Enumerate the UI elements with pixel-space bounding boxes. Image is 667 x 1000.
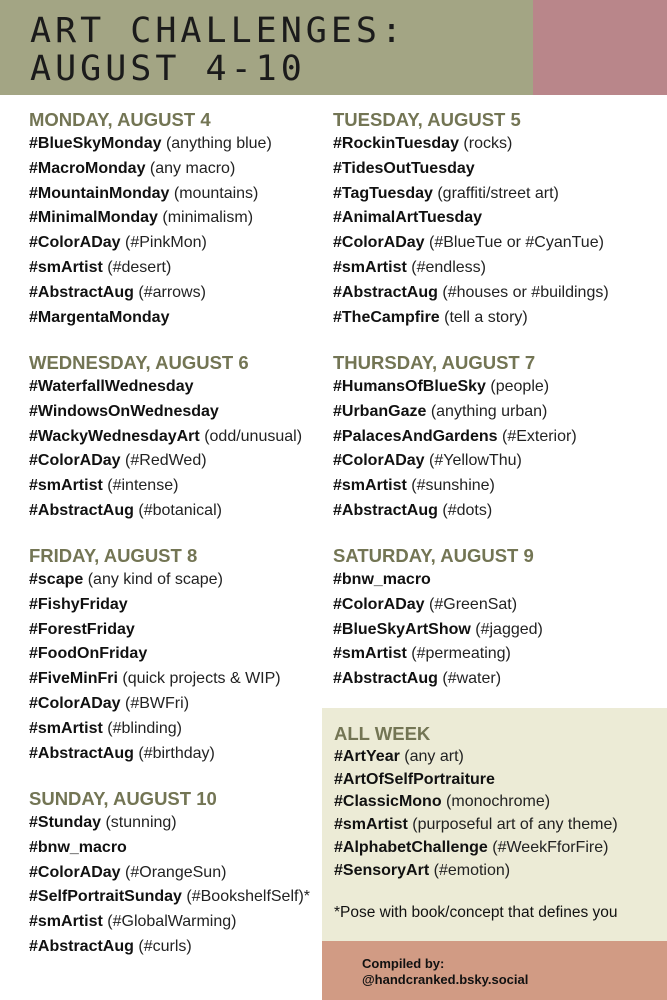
hashtag-description: (#botanical) — [138, 501, 222, 519]
hashtag: #smArtist — [334, 816, 408, 834]
hashtag: #smArtist — [29, 913, 103, 931]
hashtag-description: (#YellowThu) — [429, 452, 522, 470]
hashtag-description: (#RedWed) — [125, 452, 207, 470]
hashtag-item — [334, 837, 618, 860]
hashtag: #ColorADay — [29, 694, 121, 712]
hashtag: #ColorADay — [333, 234, 425, 252]
hashtag: #TagTuesday — [333, 184, 433, 202]
hashtag-description: (#endless) — [411, 258, 486, 276]
hashtag-description: (people) — [490, 378, 550, 395]
day-title: SATURDAY, AUGUST 9 — [333, 545, 534, 566]
hashtag-item — [333, 593, 543, 618]
hashtag-description: (quick projects & WIP) — [122, 670, 281, 688]
hashtag-description: (any art) — [404, 748, 464, 765]
hashtag: #ArtOfSelfPortraiture — [334, 770, 495, 788]
hashtag-list — [29, 375, 302, 524]
day-title: TUESDAY, AUGUST 5 — [333, 109, 521, 130]
hashtag-description: (#BookshelfSelf)* — [186, 888, 311, 906]
hashtag-description: (#GlobalWarming) — [107, 913, 237, 931]
hashtag-item — [29, 568, 281, 593]
hashtag: #AbstractAug — [333, 670, 438, 688]
hashtag-item — [334, 791, 618, 814]
hashtag-item — [29, 935, 310, 960]
hashtag-description: (#curls) — [138, 937, 192, 955]
hashtag-item — [333, 281, 609, 306]
hashtag: #ClassicMono — [334, 793, 442, 811]
hashtag-item — [29, 642, 281, 667]
hashtag-item — [333, 231, 609, 256]
hashtag: #smArtist — [29, 719, 103, 737]
hashtag: #FiveMinFri — [29, 670, 118, 688]
hashtag: #ColorADay — [333, 595, 425, 613]
day-title: FRIDAY, AUGUST 8 — [29, 545, 198, 566]
hashtag: #Stunday — [29, 814, 102, 831]
day-section-friday — [29, 544, 281, 766]
hashtag-item — [29, 885, 310, 910]
hashtag: #smArtist — [333, 645, 407, 663]
hashtag-item — [333, 400, 577, 425]
header-banner — [0, 0, 533, 95]
hashtag-item — [29, 132, 272, 157]
hashtag: #MargentaMonday — [29, 308, 170, 326]
hashtag-item — [333, 425, 577, 450]
hashtag-description: (stunning) — [105, 814, 177, 831]
credits-footer — [322, 941, 667, 1000]
hashtag: #FishyFriday — [29, 595, 128, 613]
hashtag-item — [29, 742, 281, 767]
hashtag-item — [29, 717, 281, 742]
hashtag-description: (odd/unusual) — [204, 427, 303, 445]
hashtag-item — [29, 593, 281, 618]
hashtag-item — [29, 256, 272, 281]
hashtag: #AbstractAug — [333, 501, 438, 519]
hashtag-list — [334, 746, 618, 882]
hashtag-item — [29, 836, 310, 861]
hashtag: #MountainMonday — [29, 184, 170, 202]
hashtag: #bnw_macro — [333, 571, 431, 588]
hashtag: #smArtist — [29, 258, 103, 276]
hashtag-item — [333, 375, 577, 400]
hashtag: #smArtist — [29, 477, 103, 495]
page-subtitle: AUGUST 4-10 — [30, 49, 306, 89]
hashtag-description: (#emotion) — [433, 861, 511, 879]
day-title: MONDAY, AUGUST 4 — [29, 109, 211, 130]
hashtag-description: (#permeating) — [411, 645, 511, 663]
hashtag-item — [29, 281, 272, 306]
page-title: ART CHALLENGES: — [30, 11, 407, 51]
credits-label: Compiled by: — [362, 956, 445, 971]
hashtag: #RockinTuesday — [333, 135, 459, 152]
hashtag-item — [29, 811, 310, 836]
day-section-saturday — [333, 544, 543, 692]
hashtag-description: (mountains) — [173, 184, 259, 202]
hashtag-item — [29, 182, 272, 207]
hashtag: #ColorADay — [29, 863, 121, 881]
hashtag-item — [29, 667, 281, 692]
hashtag-list — [29, 568, 281, 766]
hashtag-description: (#WeekFforFire) — [492, 838, 609, 856]
hashtag-item — [29, 231, 272, 256]
hashtag-item — [333, 306, 609, 331]
hashtag-item — [333, 568, 543, 593]
hashtag-item — [333, 206, 609, 231]
hashtag-description: (rocks) — [463, 135, 513, 152]
hashtag: #UrbanGaze — [333, 402, 427, 420]
hashtag-description: (#birthday) — [138, 744, 215, 762]
hashtag: #BlueSkyArtShow — [333, 620, 471, 638]
hashtag: #ForestFriday — [29, 620, 135, 638]
hashtag-description: (#Exterior) — [501, 427, 577, 445]
hashtag: #smArtist — [333, 477, 407, 495]
hashtag-description: (monochrome) — [446, 793, 551, 811]
hashtag-item — [29, 157, 272, 182]
hashtag-item — [29, 910, 310, 935]
hashtag-description: (#dots) — [442, 501, 493, 519]
credits-handle: @handcranked.bsky.social — [362, 972, 529, 987]
hashtag-list — [29, 811, 310, 960]
hashtag: #WackyWednesdayArt — [29, 427, 200, 445]
hashtag-item — [334, 746, 618, 769]
hashtag: #AnimalArtTuesday — [333, 209, 483, 227]
hashtag-item — [333, 474, 577, 499]
day-section-wednesday — [29, 351, 302, 524]
hashtag-item — [29, 400, 302, 425]
hashtag-description: (#houses or #buildings) — [442, 283, 609, 301]
hashtag: #SensoryArt — [334, 861, 430, 879]
hashtag-item — [29, 499, 302, 524]
day-section-tuesday — [333, 108, 609, 330]
hashtag-description: (purposeful art of any theme) — [412, 816, 618, 834]
header-accent-block — [533, 0, 667, 95]
hashtag: #ColorADay — [29, 452, 121, 470]
hashtag-description: (#blinding) — [107, 719, 182, 737]
hashtag: #TidesOutTuesday — [333, 159, 475, 177]
hashtag-item — [29, 449, 302, 474]
hashtag-description: (#GreenSat) — [429, 595, 518, 613]
hashtag-item — [333, 499, 577, 524]
hashtag-item — [29, 425, 302, 450]
hashtag: #WaterfallWednesday — [29, 378, 194, 395]
hashtag: #TheCampfire — [333, 308, 440, 326]
hashtag-item — [29, 618, 281, 643]
hashtag-description: (#sunshine) — [411, 477, 495, 495]
hashtag: #HumansOfBlueSky — [333, 378, 486, 395]
hashtag: #MacroMonday — [29, 159, 146, 177]
hashtag: #AbstractAug — [29, 744, 134, 762]
hashtag: #AbstractAug — [29, 501, 134, 519]
hashtag-description: (#water) — [442, 670, 502, 688]
hashtag-list — [333, 375, 577, 524]
hashtag-list — [333, 568, 543, 692]
hashtag: #AlphabetChallenge — [334, 838, 488, 856]
hashtag-item — [29, 375, 302, 400]
hashtag-description: (#intense) — [107, 477, 179, 495]
hashtag-item — [29, 306, 272, 331]
hashtag-item — [334, 814, 618, 837]
hashtag-item — [334, 769, 618, 792]
hashtag-description: (anything blue) — [165, 135, 272, 152]
hashtag-item — [29, 474, 302, 499]
hashtag: #ColorADay — [333, 452, 425, 470]
hashtag-description: (#PinkMon) — [125, 234, 207, 252]
hashtag-item — [29, 861, 310, 886]
hashtag-description: (anything urban) — [430, 402, 548, 420]
hashtag-description: (graffiti/street art) — [437, 184, 559, 202]
hashtag-item — [333, 667, 543, 692]
hashtag-description: (#BlueTue or #CyanTue) — [429, 234, 604, 252]
hashtag-item — [333, 642, 543, 667]
hashtag: #SelfPortraitSunday — [29, 888, 182, 906]
hashtag: #ColorADay — [29, 234, 121, 252]
day-title: ALL WEEK — [334, 723, 431, 744]
hashtag-item — [334, 860, 618, 883]
hashtag: #AbstractAug — [29, 283, 134, 301]
hashtag: #AbstractAug — [29, 937, 134, 955]
hashtag: #bnw_macro — [29, 838, 127, 856]
hashtag-description: (#desert) — [107, 258, 172, 276]
footnote: *Pose with book/concept that defines you — [334, 904, 618, 921]
hashtag: #PalacesAndGardens — [333, 427, 498, 445]
hashtag-list — [29, 132, 272, 330]
hashtag: #MinimalMonday — [29, 209, 158, 227]
all-week-panel — [322, 708, 667, 941]
day-title: SUNDAY, AUGUST 10 — [29, 788, 217, 809]
hashtag-description: (#arrows) — [138, 283, 206, 301]
hashtag-item — [333, 132, 609, 157]
hashtag-item — [29, 206, 272, 231]
day-section-sunday — [29, 787, 310, 960]
hashtag: #FoodOnFriday — [29, 645, 148, 663]
hashtag-description: (any kind of scape) — [87, 571, 223, 588]
hashtag: #smArtist — [333, 258, 407, 276]
hashtag-description: (tell a story) — [444, 308, 528, 326]
hashtag-item — [333, 618, 543, 643]
day-section-monday — [29, 108, 272, 330]
hashtag-description: (#jagged) — [475, 620, 543, 638]
hashtag-description: (#BWFri) — [125, 694, 190, 712]
day-section-all-week — [334, 722, 618, 882]
hashtag-description: (#OrangeSun) — [125, 863, 227, 881]
hashtag: #scape — [29, 571, 84, 588]
hashtag: #AbstractAug — [333, 283, 438, 301]
hashtag-item — [333, 182, 609, 207]
hashtag-description: (any macro) — [149, 159, 236, 177]
hashtag-description: (minimalism) — [162, 209, 254, 227]
hashtag-list — [333, 132, 609, 330]
hashtag: #ArtYear — [334, 748, 400, 765]
day-section-thursday — [333, 351, 577, 524]
day-title: WEDNESDAY, AUGUST 6 — [29, 352, 249, 373]
hashtag: #BlueSkyMonday — [29, 135, 162, 152]
hashtag-item — [333, 449, 577, 474]
hashtag-item — [333, 256, 609, 281]
day-title: THURSDAY, AUGUST 7 — [333, 352, 536, 373]
hashtag-item — [333, 157, 609, 182]
hashtag: #WindowsOnWednesday — [29, 402, 219, 420]
hashtag-item — [29, 692, 281, 717]
